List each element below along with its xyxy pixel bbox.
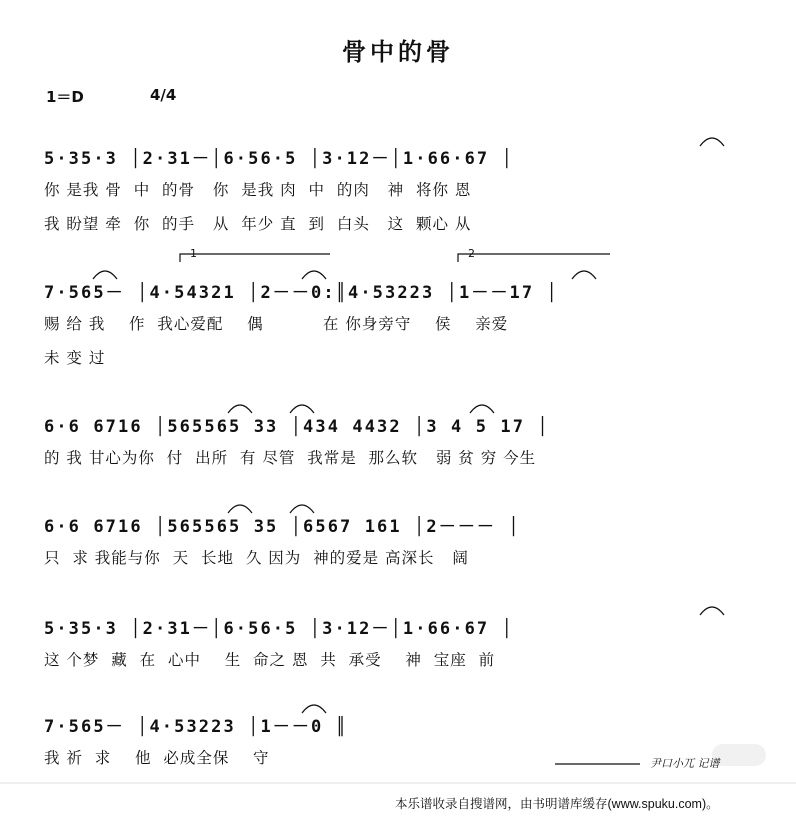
lyric-verse-1: 这 个梦 藏 在 心中 生 命之 恩 共 承受 神 宝座 前 bbox=[44, 651, 496, 669]
note-line: 6·6 6716 │565565 33 │434 4432 │3 4 5 17 │ bbox=[44, 417, 550, 437]
lyric-verse-2: 我 盼望 牵 你 的手 从 年少 直 到 白头 这 颗心 从 bbox=[44, 215, 472, 233]
lyric-verse-1: 我 祈 求 他 必成全保 守 bbox=[44, 749, 270, 767]
lyric-verse-1: 的 我 甘心为你 付 出所 有 尽管 我常是 那么软 弱 贫 穷 今生 bbox=[44, 449, 537, 467]
score-line-6 bbox=[0, 716, 796, 836]
source-footer: 本乐谱收录自搜谱网，由书明谱库缓存(www.spuku.com)。 bbox=[395, 797, 719, 811]
watermark-logo bbox=[712, 744, 766, 766]
slur-mark bbox=[470, 405, 494, 413]
song-title: 骨中的骨 bbox=[342, 37, 454, 66]
score-line-1 bbox=[0, 148, 796, 268]
note-line: 5·35·3 │2·31－│6·56·5 │3·12－│1·66·67 │ bbox=[44, 619, 514, 639]
slur-mark bbox=[572, 271, 596, 279]
note-line: 7·565－ │4·54321 │2－－0:║4·53223 │1－－17 │ bbox=[44, 283, 559, 303]
slur-mark bbox=[302, 271, 326, 279]
transcriber-signature: 尹口小兀 记谱 bbox=[650, 757, 720, 770]
lyric-verse-2: 未 变 过 bbox=[44, 349, 106, 367]
lyric-verse-1: 你 是我 骨 中 的骨 你 是我 肉 中 的肉 神 将你 恩 bbox=[44, 181, 472, 199]
time-signature: 4/4 bbox=[150, 86, 177, 104]
note-line: 5·35·3 │2·31－│6·56·5 │3·12－│1·66·67 │ bbox=[44, 149, 514, 169]
slur-mark bbox=[93, 271, 117, 279]
volta-label-2: 2 bbox=[468, 247, 475, 260]
lyric-verse-1: 只 求 我能与你 天 长地 久 因为 神的爱是 高深长 阔 bbox=[44, 549, 469, 567]
note-line: 7·565－ │4·53223 │1－－0 ║ bbox=[44, 717, 348, 737]
slur-mark bbox=[290, 405, 314, 413]
slur-mark bbox=[700, 138, 724, 146]
key-signature: 1＝D bbox=[46, 88, 84, 106]
slur-mark bbox=[228, 405, 252, 413]
lyric-verse-1: 赐 给 我 作 我心爱配 偶 在 你身旁守 侯 亲爱 bbox=[44, 315, 509, 333]
score-line-2 bbox=[0, 282, 796, 402]
volta-label-1: 1 bbox=[190, 247, 197, 260]
note-line: 6·6 6716 │565565 35 │6567 161 │2－－－ │ bbox=[44, 517, 521, 537]
